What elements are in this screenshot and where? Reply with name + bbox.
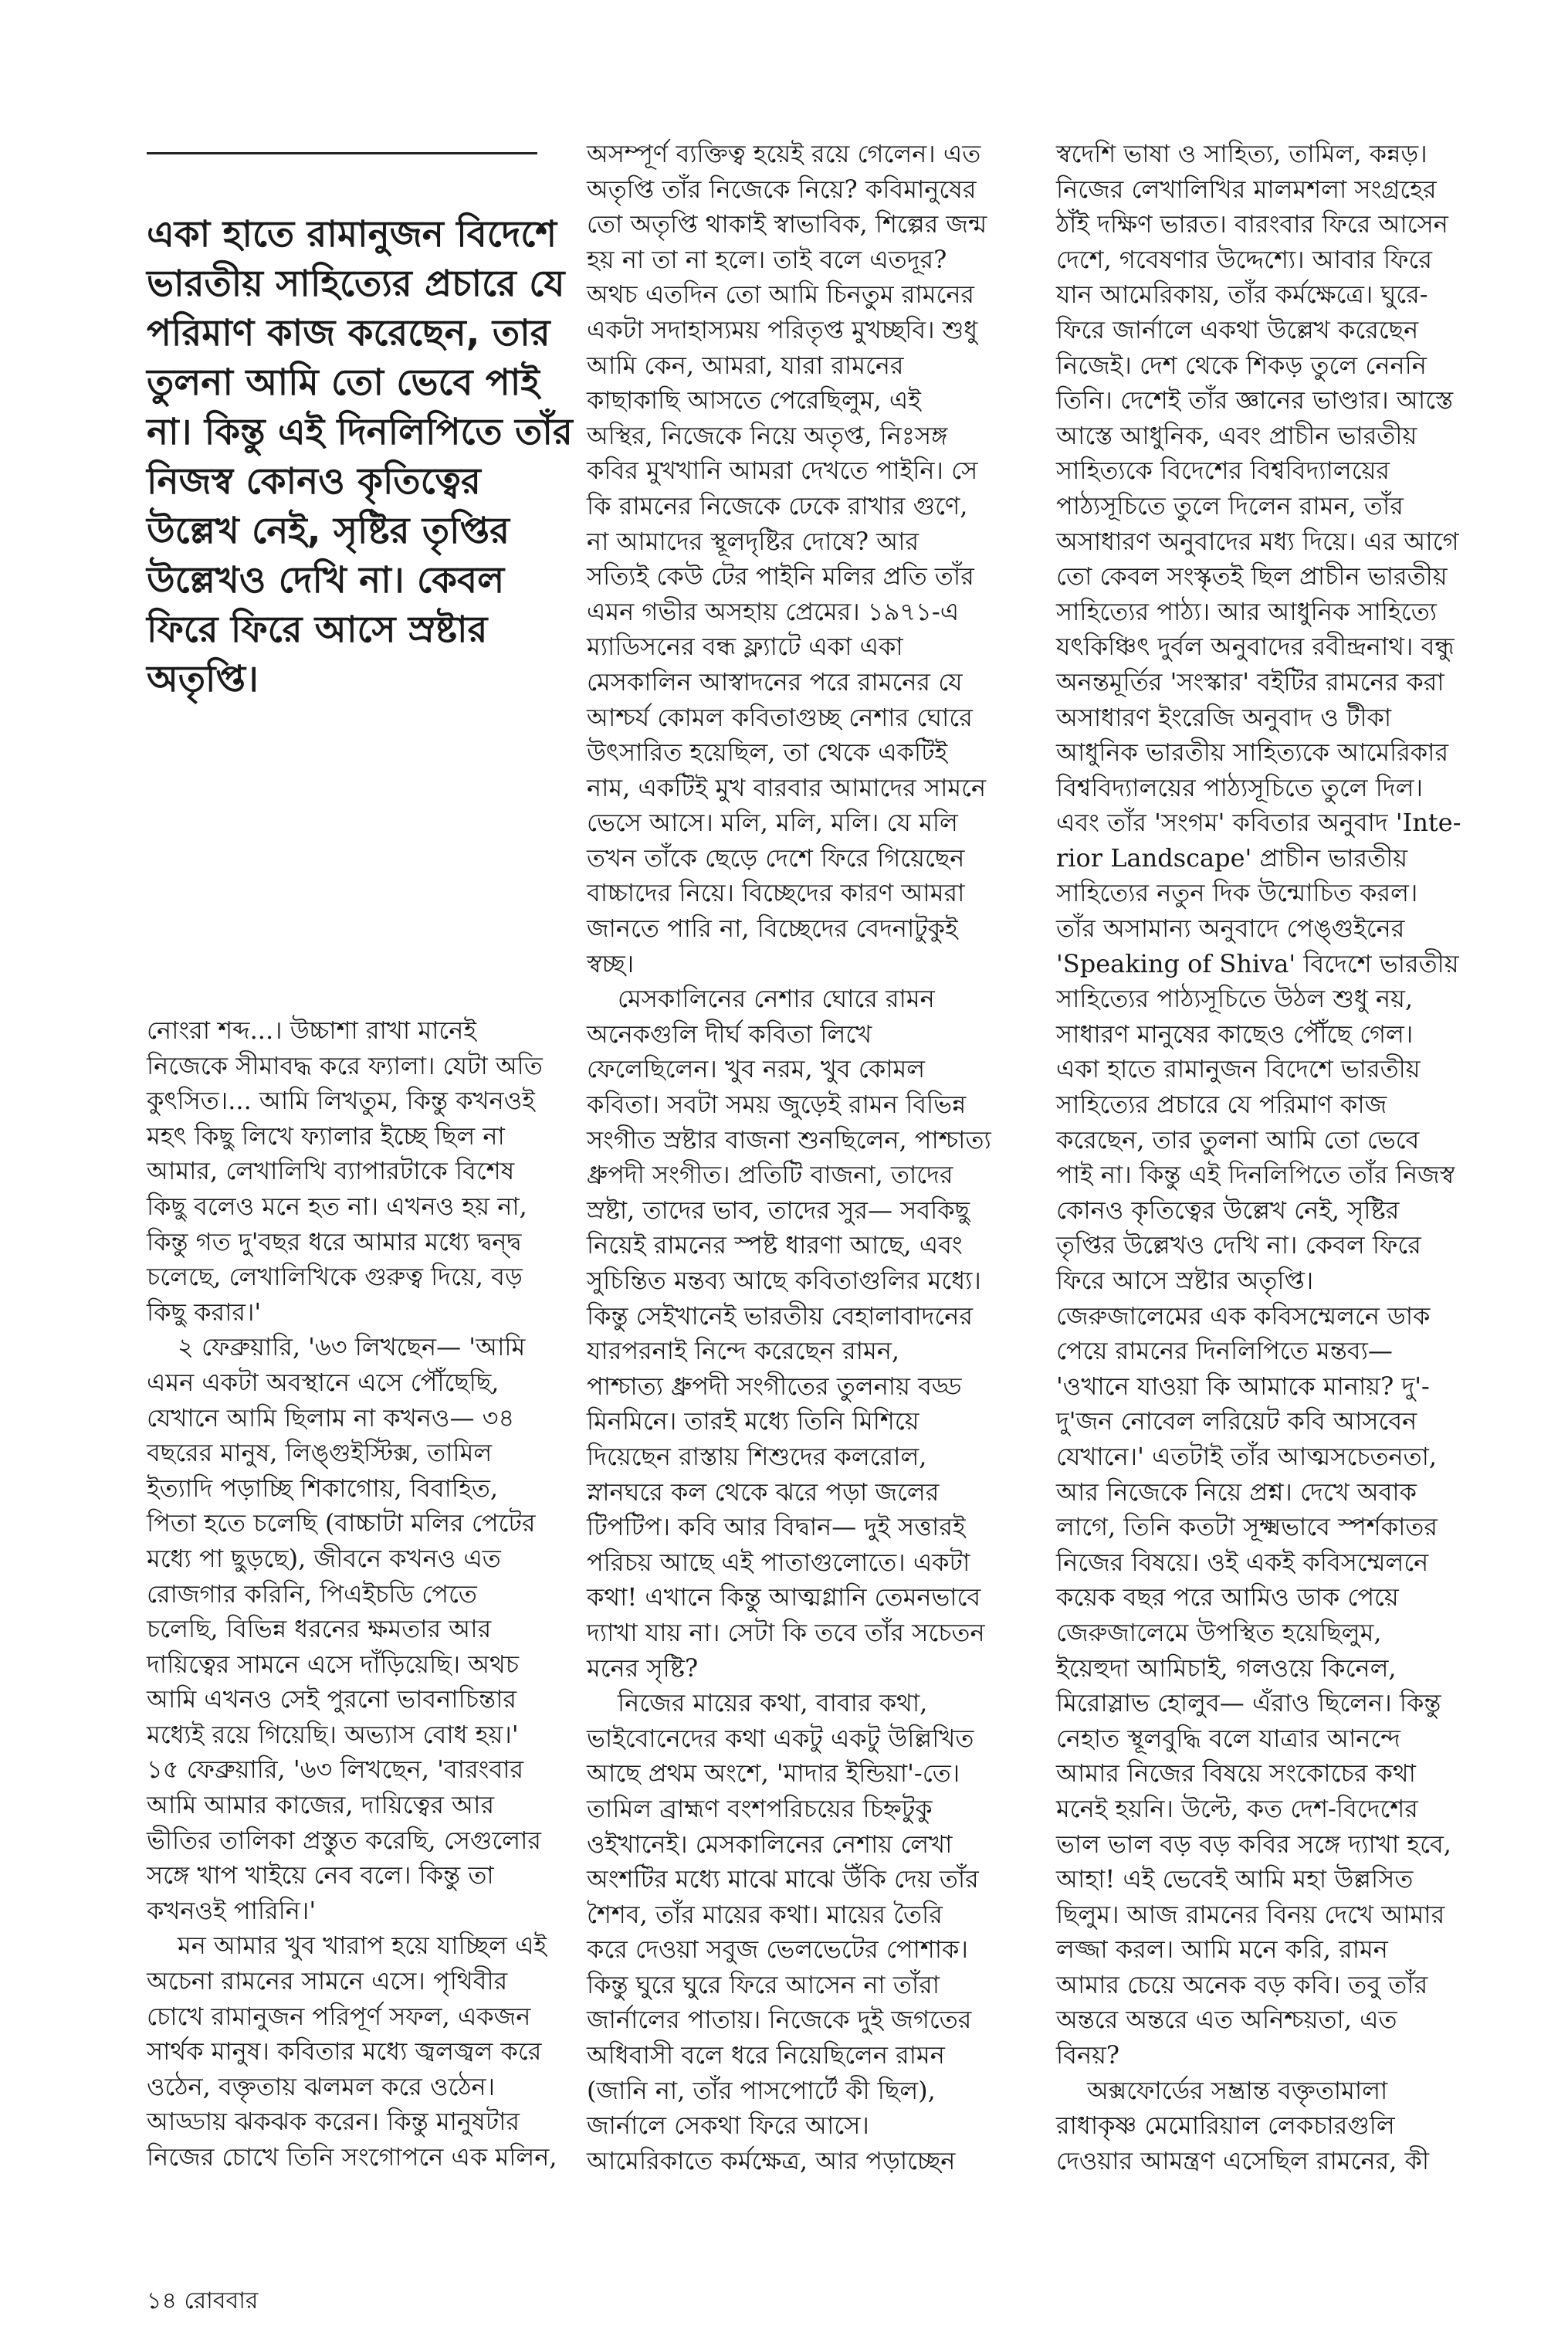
- text-line: কিন্তু সেইখানেই ভারতীয় বেহালাবাদনের: [587, 1300, 973, 1331]
- text-line: কাছাকাছি আসতে পেরেছিলুম, এই: [587, 385, 921, 415]
- text-line: আছে প্রথম অংশে, 'মাদার ইন্ডিয়া'-তে।: [587, 1758, 960, 1789]
- text-line: মধ্যেই রয়ে গিয়েছি। অভ্যাস বোধ হয়।': [147, 1719, 519, 1749]
- text-line: না আমাদের স্থূলদৃষ্টির দোষে? আর: [587, 526, 919, 556]
- article-column-left: [147, 1013, 557, 2175]
- text-line: নিজের চোখে তিনি সংগোপনে এক মলিন,: [147, 2142, 557, 2172]
- text-line: ছিলুম। আজ রামনের বিনয় দেখে আমার: [1056, 1899, 1445, 1929]
- text-line: ওইখানেই। মেসকালিনের নেশায় লেখা: [587, 1829, 953, 1859]
- text-line: ২ ফেব্রুয়ারি, '৬৩ লিখছেন— 'আমি: [178, 1332, 526, 1362]
- text-line: বছরের মানুষ, লিঙ্গুইস্টিক্স, তামিল: [147, 1438, 493, 1468]
- text-line: কয়েক বছর পরে আমিও ডাক পেয়ে: [1056, 1582, 1399, 1612]
- text-line: টিপটিপ। কবি আর বিদ্বান— দুই সত্তারই: [587, 1512, 966, 1542]
- text-line: তিনি। দেশেই তাঁর জ্ঞানের ভাণ্ডার। আস্তে: [1056, 385, 1454, 415]
- text-line: সাহিত্যকে বিদেশের বিশ্ববিদ্যালয়ের: [1056, 456, 1390, 486]
- text-line: যৎকিঞ্চিৎ দুর্বল অনুবাদের রবীন্দ্রনাথ। বন্ধু: [1056, 632, 1455, 662]
- pull-quote-line: উল্লেখও দেখি না। কেবল: [147, 559, 505, 602]
- pull-quote-line: না। কিন্তু এই দিনলিপিতে তাঁর: [147, 411, 573, 453]
- text-line: উৎসারিত হয়েছিল, তা থেকে একটিই: [587, 737, 948, 768]
- text-line: জার্নালে সেকথা ফিরে আসে।: [587, 2111, 869, 2141]
- text-line: মিরোস্লাভ হোলুব— এঁরাও ছিলেন। কিন্তু: [1056, 1688, 1441, 1718]
- text-line: ১৫ ফেব্রুয়ারি, '৬৩ লিখছেন, 'বারংবার: [147, 1755, 524, 1785]
- text-line: তো কেবল সংস্কৃতই ছিল প্রাচীন ভারতীয়: [1056, 561, 1448, 592]
- text-line: আর নিজেকে নিয়ে প্রশ্ন। দেখে অবাক: [1056, 1477, 1417, 1507]
- text-line: মধ্যে পা ছুড়ছে), জীবনে কখনও এত: [147, 1543, 501, 1573]
- pull-quote-line: অতৃপ্তি।: [147, 658, 259, 700]
- text-line: দায়িত্বের সামনে এসে দাঁড়িয়েছি। অথচ: [147, 1649, 519, 1679]
- text-line: লজ্জা করল। আমি মনে করি, রামন: [1056, 1934, 1388, 1965]
- text-line: সুচিন্তিত মন্তব্য আছে কবিতাগুলির মধ্যে।: [587, 1266, 981, 1295]
- text-line: বিশ্ববিদ্যালয়ের পাঠ্যসূচিতে তুলে দিল।: [1056, 772, 1424, 802]
- text-line: কিছু বলেও মনে হত না। এখনও হয় না,: [147, 1191, 527, 1221]
- text-line: অধিবাসী বলে ধরে নিয়েছিলেন রামন: [587, 2040, 945, 2070]
- text-line: রাধাকৃষ্ণ মেমোরিয়াল লেকচারগুলি: [1056, 2111, 1395, 2141]
- text-line: দেশে, গবেষণার উদ্দেশ্যে। আবার ফিরে: [1056, 244, 1432, 274]
- text-line: মহৎ কিছু লিখে ফ্যালার ইচ্ছে ছিল না: [147, 1121, 505, 1151]
- text-line: দিয়েছেন রাস্তায় শিশুদের কলরোল,: [587, 1441, 927, 1471]
- text-line: নিজেকে সীমাবদ্ধ করে ফ্যালা। যেটা অতি: [147, 1050, 543, 1080]
- pull-quote-line: পরিমাণ কাজ করেছেন, তার: [147, 312, 550, 354]
- text-line: আড্ডায় ঝকঝক করেন। কিন্তু মানুষটার: [147, 2107, 520, 2137]
- text-line: কিন্তু ঘুরে ঘুরে ফিরে আসেন না তাঁরা: [587, 1969, 940, 1999]
- pull-quote-line: তুলনা আমি তো ভেবে পাই: [147, 361, 540, 404]
- text-line: কোনও কৃতিত্বের উল্লেখ নেই, সৃষ্টির: [1056, 1195, 1400, 1225]
- text-line: অন্তরে অন্তরে এত অনিশ্চয়তা, এত: [1056, 2005, 1397, 2035]
- text-line: ঠাঁই দক্ষিণ ভারত। বারংবার ফিরে আসেন: [1056, 209, 1448, 239]
- text-line: সাহিত্যের প্রচারে যে পরিমাণ কাজ: [1056, 1090, 1387, 1120]
- text-line: নিয়েই রামনের স্পষ্ট ধারণা আছে, এবং: [587, 1230, 963, 1260]
- text-line: সত্যিই কেউ টের পাইনি মলির প্রতি তাঁর: [587, 561, 974, 592]
- text-line: দ্যাখা যায় না। সেটা কি তবে তাঁর সচেতন: [587, 1617, 985, 1647]
- text-line: অথচ এতদিন তো আমি চিনতুম রামনের: [587, 280, 975, 310]
- text-line: মনেই হয়নি। উল্টে, কত দেশ-বিদেশের: [1056, 1793, 1418, 1823]
- text-line: ফিরে আসে স্রষ্টার অতৃপ্তি।: [1056, 1266, 1314, 1295]
- text-line: ভীতির তালিকা প্রস্তুত করেছি, সেগুলোর: [147, 1825, 541, 1855]
- pull-quote-line: নিজস্ব কোনও কৃতিত্বের: [147, 460, 481, 503]
- text-line: অসাধারণ ইংরেজি অনুবাদ ও টীকা: [1056, 702, 1392, 732]
- text-line: সাহিত্যের নতুন দিক উন্মোচিত করল।: [1056, 878, 1418, 908]
- text-line: তামিল ব্রাহ্মণ বংশপরিচয়ের চিহ্নটুকু: [587, 1793, 933, 1823]
- text-line: অচেনা রামনের সামনে এসে। পৃথিবীর: [147, 1966, 508, 1996]
- text-line: আমি আমার কাজের, দায়িত্বের আর: [147, 1790, 495, 1820]
- text-line: 'ওখানে যাওয়া কি আমাকে মানায়? দু'-: [1056, 1371, 1430, 1401]
- text-line: জেরুজালেমে উপস্থিত হয়েছিলুম,: [1056, 1617, 1382, 1647]
- text-line: ফেলেছিলেন। খুব নরম, খুব কোমল: [587, 1054, 926, 1084]
- text-line: ইত্যাদি পড়াচ্ছি শিকাগোয়, বিবাহিত,: [147, 1473, 499, 1503]
- text-line: চোখে রামানুজন পরিপূর্ণ সফল, একজন: [147, 2001, 531, 2031]
- text-line: মনের সৃষ্টি?: [587, 1653, 699, 1683]
- pull-quote-line: উল্লেখ নেই, সৃষ্টির তৃপ্তির: [147, 510, 510, 552]
- text-line: কখনওই পারিনি।': [147, 1895, 317, 1925]
- text-line: নিজের লেখালিখির মালমশলা সংগ্রহের: [1056, 174, 1437, 204]
- text-line: অনন্তমূর্তির 'সংস্কার' বইটির রামনের করা: [1056, 666, 1444, 697]
- text-line: চলেছে, লেখালিখিকে গুরুত্ব দিয়ে, বড়: [147, 1262, 523, 1292]
- text-line: পরিচয় আছে এই পাতাগুলোতে। একটা: [587, 1547, 970, 1577]
- text-line: তৃপ্তির উল্লেখও দেখি না। কেবল ফিরে: [1056, 1230, 1421, 1260]
- text-line: নিজের মায়ের কথা, বাবার কথা,: [618, 1688, 928, 1718]
- text-line: 'Speaking of Shiva' বিদেশে ভারতীয়: [1056, 948, 1459, 978]
- text-line: আমার, লেখালিখি ব্যাপারটাকে বিশেষ: [147, 1156, 515, 1186]
- text-line: আস্তে আধুনিক, এবং প্রাচীন ভারতীয়: [1056, 420, 1417, 450]
- text-line: সঙ্গে খাপ খাইয়ে নেব বলে। কিন্তু তা: [147, 1860, 494, 1890]
- text-line: কি রামনের নিজেকে ঢেকে রাখার গুণে,: [587, 490, 968, 520]
- text-line: অসাধারণ অনুবাদের মধ্য দিয়ে। এর আগে: [1056, 526, 1459, 556]
- text-line: মন আমার খুব খারাপ হয়ে যাচ্ছিল এই: [178, 1931, 547, 1961]
- text-line: অক্সফোর্ডের সম্ভ্রান্ত বক্তৃতামালা: [1087, 2075, 1388, 2105]
- text-line: স্রষ্টা, তাদের ভাব, তাদের সুর— সবকিছু: [587, 1195, 970, 1225]
- text-line: একটা সদাহাস্যময় পরিতৃপ্ত মুখচ্ছবি। শুধু: [587, 314, 978, 344]
- text-line: বিনয়?: [1056, 2040, 1120, 2070]
- text-line: দু'জন নোবেল লরিয়েট কবি আসবেন: [1056, 1406, 1417, 1436]
- text-line: ফিরে জার্নালে একথা উল্লেখ করেছেন: [1056, 314, 1419, 344]
- text-line: ভাল ভাল বড় বড় কবির সঙ্গে দ্যাখা হবে,: [1056, 1829, 1451, 1859]
- text-line: আহা! এই ভেবেই আমি মহা উল্লসিত: [1056, 1864, 1414, 1894]
- article-column-right: [1056, 137, 1469, 2179]
- text-line: কুৎসিত।... আমি লিখতুম, কিন্তু কখনওই: [147, 1086, 535, 1116]
- text-line: এবং তাঁর 'সংগম' কবিতার অনুবাদ 'Inte-: [1056, 808, 1461, 838]
- text-line: সাহিত্যের পাঠ্যসূচিতে উঠল শুধু নয়,: [1056, 984, 1414, 1014]
- text-line: আমার চেয়ে অনেক বড় কবি। তবু তাঁর: [1056, 1969, 1428, 1999]
- text-line: ভাইবোনেদের কথা একটু একটু উল্লিখিত: [587, 1723, 974, 1753]
- pull-quote-line: একা হাতে রামানুজন বিদেশে: [147, 213, 557, 256]
- text-line: হয় না তা না হলে। তাই বলে এতদূর?: [587, 244, 947, 274]
- text-line: পাই না। কিন্তু এই দিনলিপিতে তাঁর নিজস্ব: [1056, 1160, 1455, 1190]
- text-line: সংগীত স্রষ্টার বাজনা শুনছিলেন, পাশ্চাত্য: [587, 1124, 991, 1155]
- text-line: জানতে পারি না, বিচ্ছেদের বেদনাটুকুই: [587, 914, 958, 944]
- text-line: সার্থক মানুষ। কবিতার মধ্যে জ্বলজ্বল করে: [147, 2036, 542, 2067]
- text-line: শৈশব, তাঁর মায়ের কথা। মায়ের তৈরি: [587, 1899, 943, 1929]
- text-line: অসম্পূর্ণ ব্যক্তিত্ব হয়েই রয়ে গেলেন। এত: [587, 139, 981, 168]
- text-line: করেছেন, তার তুলনা আমি তো ভেবে: [1056, 1124, 1420, 1155]
- text-line: মিনমিনে। তারই মধ্যে তিনি মিশিয়ে: [587, 1406, 919, 1436]
- text-line: বাচ্চাদের নিয়ে। বিচ্ছেদের কারণ আমরা: [587, 878, 965, 908]
- text-line: ইয়েহুদা আমিচাই, গলওয়ে কিনেল,: [1056, 1653, 1397, 1683]
- text-line: দেওয়ার আমন্ত্রণ এসেছিল রামনের, কী: [1056, 2145, 1430, 2175]
- text-line: কিন্তু গত দু'বছর ধরে আমার মধ্যে দ্বন্দ্ব: [147, 1226, 522, 1256]
- text-line: এমন একটা অবস্থানে এসে পৌঁছেছি,: [147, 1367, 500, 1397]
- text-line: সাধারণ মানুষের কাছেও পৌঁছে গেল।: [1056, 1019, 1414, 1049]
- text-line: নেহাত স্থূলবুদ্ধি বলে যাত্রার আনন্দে: [1056, 1723, 1400, 1753]
- text-line: যেখানে আমি ছিলাম না কখনও— ৩৪: [147, 1402, 515, 1433]
- text-line: অস্থির, নিজেকে নিয়ে অতৃপ্ত, নিঃসঙ্গ: [587, 420, 948, 450]
- text-line: মেসকালিনের নেশার ঘোরে রামন: [618, 984, 935, 1014]
- text-line: অংশটির মধ্যে মাঝে মাঝে উঁকি দেয় তাঁর: [587, 1864, 979, 1894]
- text-line: নোংরা শব্দ...। উচ্চাশা রাখা মানেই: [147, 1016, 476, 1045]
- text-line: আমি এখনও সেই পুরনো ভাবনাচিন্তার: [147, 1684, 516, 1714]
- text-line: অনেকগুলি দীর্ঘ কবিতা লিখে: [587, 1019, 872, 1049]
- text-line: আধুনিক ভারতীয় সাহিত্যকে আমেরিকার: [1056, 737, 1449, 768]
- text-line: এমন গভীর অসহায় প্রেমের। ১৯৭১-এ: [587, 596, 960, 626]
- pull-quote-line: ফিরে ফিরে আসে স্রষ্টার: [147, 609, 488, 651]
- text-line: নিজেই। দেশ থেকে শিকড় তুলে নেননি: [1056, 350, 1427, 380]
- text-line: লাগে, তিনি কতটা সূক্ষ্মভাবে স্পর্শকাতর: [1056, 1512, 1438, 1542]
- text-line: রোজগার করিনি, পিএইচডি পেতে: [147, 1578, 477, 1609]
- text-line: তো অতৃপ্তি থাকাই স্বাভাবিক, শিল্পের জন্ম: [587, 209, 987, 239]
- text-line: ভেসে আসে। মলি, মলি, মলি। যে মলি: [587, 808, 958, 838]
- text-line: কবিতা। সবটা সময় জুড়েই রামন বিভিন্ন: [587, 1090, 967, 1120]
- text-line: ম্যাডিসনের বন্ধ ফ্ল্যাটে একা একা: [587, 632, 903, 662]
- text-line: কবির মুখখানি আমরা দেখতে পাইনি। সে: [587, 456, 978, 486]
- text-line: জেরুজালেমের এক কবিসম্মেলনে ডাক: [1056, 1300, 1431, 1331]
- text-line: স্বদেশি ভাষা ও সাহিত্য, তামিল, কন্নড়।: [1056, 139, 1427, 168]
- text-line: যেখানে।' এতটাই তাঁর আত্মসচেতনতা,: [1056, 1441, 1438, 1471]
- text-line: ওঠেন, বক্তৃতায় ঝলমল করে ওঠেন।: [147, 2071, 496, 2101]
- text-line: পিতা হতে চলেছি (বাচ্চাটা মলির পেটের: [147, 1508, 536, 1538]
- text-line: তখন তাঁকে ছেড়ে দেশে ফিরে গিয়েছেন: [587, 843, 965, 873]
- text-line: আশ্চর্য কোমল কবিতাগুচ্ছ নেশার ঘোরে: [587, 702, 973, 732]
- text-line: চলেছি, বিভিন্ন ধরনের ক্ষমতার আর: [147, 1614, 492, 1644]
- text-line: পাশ্চাত্য ধ্রুপদী সংগীতের তুলনায় বড্ড: [587, 1371, 962, 1401]
- text-line: নাম, একটিই মুখ বারবার আমাদের সামনে: [587, 772, 987, 802]
- text-line: ধ্রুপদী সংগীত। প্রতিটি বাজনা, তাদের: [587, 1160, 953, 1190]
- pull-quote-rule: [147, 152, 537, 154]
- text-line: আমেরিকাতে কর্মক্ষেত্র, আর পড়াচ্ছেন: [587, 2145, 956, 2175]
- text-line: স্বচ্ছ।: [587, 948, 635, 978]
- text-line: আমি কেন, আমরা, যারা রামনের: [587, 350, 904, 380]
- text-line: সাহিত্যের পাঠ্য। আর আধুনিক সাহিত্যে: [1056, 596, 1438, 626]
- text-line: অতৃপ্তি তাঁর নিজেকে নিয়ে? কবিমানুষের: [587, 174, 977, 204]
- text-line: তাঁর অসামান্য অনুবাদে পেঙ্গুইনের: [1056, 914, 1405, 944]
- text-line: পেয়ে রামনের দিনলিপিতে মন্তব্য—: [1056, 1336, 1393, 1366]
- text-line: মেসকালিন আস্বাদনের পরে রামনের যে: [587, 666, 963, 697]
- page-footer: ১৪ রোববার: [147, 2287, 259, 2314]
- text-line: আমার নিজের বিষয়ে সংকোচের কথা: [1056, 1758, 1416, 1789]
- text-line: rior Landscape' প্রাচীন ভারতীয়: [1056, 843, 1408, 873]
- article-column-middle: [587, 137, 1000, 2179]
- text-line: করে দেওয়া সবুজ ভেলভেটের পোশাক।: [587, 1934, 968, 1965]
- pull-quote: [147, 210, 573, 704]
- text-line: পাঠ্যসূচিতে তুলে দিলেন রামন, তাঁর: [1056, 490, 1404, 520]
- pull-quote-line: ভারতীয় সাহিত্যের প্রচারে যে: [147, 263, 565, 305]
- text-line: স্নানঘরে কল থেকে ঝরে পড়া জলের: [587, 1477, 940, 1507]
- text-line: কথা! এখানে কিন্তু আত্মগ্লানি তেমনভাবে: [587, 1582, 981, 1612]
- text-line: যান আমেরিকায়, তাঁর কর্মক্ষেত্রে। ঘুরে-: [1056, 280, 1428, 310]
- text-line: একা হাতে রামানুজন বিদেশে ভারতীয়: [1056, 1054, 1421, 1084]
- text-line: কিছু করার।': [147, 1297, 262, 1327]
- text-line: নিজের বিষয়ে। ওই একই কবিসম্মেলনে: [1056, 1547, 1429, 1577]
- text-line: (জানি না, তাঁর পাসপোর্টে কী ছিল),: [587, 2075, 936, 2105]
- text-line: যারপরনাই নিন্দে করেছেন রামন,: [587, 1336, 900, 1366]
- text-line: জার্নালের পাতায়। নিজেকে দুই জগতের: [587, 2005, 972, 2035]
